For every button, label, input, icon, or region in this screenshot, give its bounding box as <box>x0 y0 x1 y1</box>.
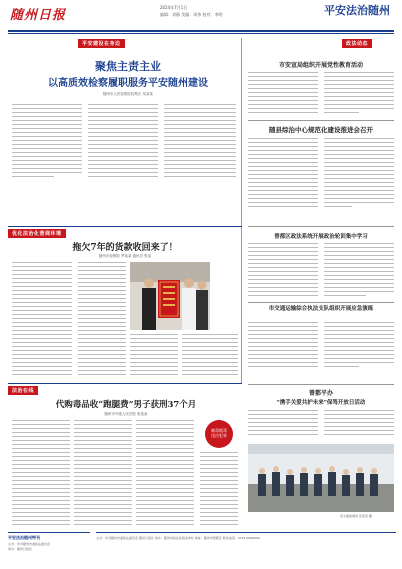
footer-line-2: 承办：随州日报社 <box>8 547 33 551</box>
news-divider-4 <box>248 384 394 385</box>
bottom-col4 <box>200 452 238 528</box>
middle-col3 <box>130 334 178 378</box>
lead-article-col2 <box>88 104 158 182</box>
anti-drug-badge: 制毒贩毒 违法犯罪 <box>205 420 233 448</box>
bottom-headline: 代购毒品收“跑腿费”男子获刑37个月 <box>55 400 197 410</box>
middle-col2 <box>78 262 126 378</box>
news-1-col1 <box>248 72 318 118</box>
news-5-col1 <box>248 410 318 440</box>
lead-article-col1 <box>12 104 82 182</box>
news-title-5: 曾都平办 <box>308 390 333 397</box>
news-2-col2 <box>324 138 394 210</box>
middle-col1 <box>12 262 72 378</box>
drill-photo <box>248 444 394 512</box>
news-divider-3 <box>248 302 394 303</box>
news-title-3: 曾都区政法系统开展政治轮训集中学习 <box>274 234 368 240</box>
photo-caption: 安全演练现场 张某某 摄 <box>340 514 372 518</box>
middle-col4 <box>182 334 238 378</box>
banner-photo <box>130 262 210 330</box>
lead-byline: 随州市人民检察院检察长 吴某某 <box>102 92 154 96</box>
lead-headline-line2: 以高质效检察履职服务平安随州建设 <box>48 78 208 89</box>
column-divider <box>241 38 242 383</box>
section-tag-law: 法治在线 <box>8 386 38 395</box>
footer-colophon: 主办：中共随州市委政法委员会 随州日报社 承办：随州市政法系统各单位 地址：随州市曾都区 联系电话：0722-0000000 <box>96 532 396 564</box>
masthead <box>0 0 402 34</box>
newspaper-logo: 随州日报 <box>10 8 67 23</box>
section-tag-business: 优化法治化营商环境 <box>8 229 66 238</box>
news-2-col1 <box>248 138 318 210</box>
section-tag-safety: 平安建设在身边 <box>78 39 125 48</box>
middle-headline: 拖欠7年的货款收回来了！ <box>72 243 178 253</box>
news-3-col2 <box>324 243 394 299</box>
bottom-byline: 随州市中级人民法院 张某某 <box>104 412 148 416</box>
footer-info <box>8 532 90 564</box>
editor-credits: 编辑：刘静 美编：周伟 校对：李明 <box>160 12 223 17</box>
header-rule-thin <box>8 33 394 34</box>
middle-byline: 随州市检察院 罗某某 通讯员 张某 <box>98 254 152 258</box>
section-title: 平安法治随州 <box>324 4 390 17</box>
section-divider-bottom <box>8 383 242 384</box>
footer-title: 平安法治随州特刊 <box>8 535 40 540</box>
news-5-col2 <box>324 410 394 440</box>
section-divider-mid <box>8 226 242 227</box>
news-divider-1 <box>248 120 394 121</box>
bottom-col3 <box>136 420 194 528</box>
bottom-col2 <box>74 420 132 528</box>
issue-date: 2024年7月1日 <box>160 5 188 10</box>
news-subtitle-5: “携手关爱共护未来”保驾开放日活动 <box>276 400 366 406</box>
bottom-col1 <box>12 420 70 528</box>
header-rule <box>8 30 394 32</box>
lead-article-col3 <box>164 104 236 182</box>
news-title-2: 随县综治中心规范化建设推进会召开 <box>269 126 373 134</box>
news-title-1: 市安宣局组织开展党性教育活动 <box>278 62 363 69</box>
news-4-col2 <box>324 322 394 372</box>
footer-line-1: 主办：中共随州市委政法委员会 <box>8 542 51 546</box>
news-divider-2 <box>248 226 394 227</box>
news-title-4: 市交通运输综合执法支队组织开展应急演练 <box>268 306 374 312</box>
lead-headline-line1: 聚焦主责主业 <box>95 60 161 73</box>
news-1-col2 <box>324 72 394 118</box>
news-4-col1 <box>248 322 318 372</box>
section-tag-news: 政法动态 <box>342 39 372 48</box>
news-3-col1 <box>248 243 318 299</box>
